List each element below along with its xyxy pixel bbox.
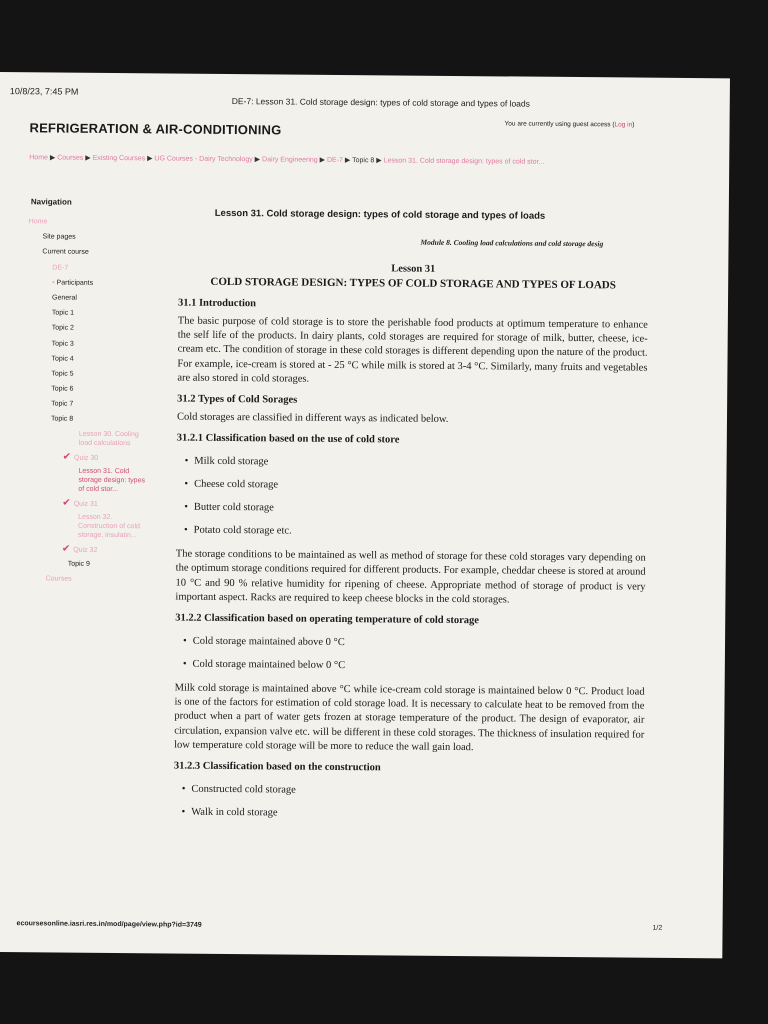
- breadcrumb-arrow-icon: ▶: [344, 157, 351, 165]
- nav-topic-1[interactable]: Topic 1: [51, 309, 75, 317]
- nav-topic-7[interactable]: Topic 7: [51, 400, 74, 408]
- module-label: Module 8. Cooling load calculations and cold storage desig: [420, 237, 604, 249]
- nav-participants-label: Participants: [56, 279, 94, 287]
- list-item: • Cold storage maintained above 0 °C: [183, 630, 645, 657]
- list-item: • Walk in cold storage: [181, 801, 643, 828]
- breadcrumb-arrow-icon: ▶: [376, 157, 382, 165]
- nav-topic-3[interactable]: Topic 3: [51, 339, 74, 348]
- guest-text: You are currently using guest access (: [504, 120, 615, 129]
- breadcrumb-dairy-engineering[interactable]: Dairy Engineering: [262, 156, 318, 164]
- section-heading: 31.2.2 Classification based on operating temperature of cold storage: [175, 612, 479, 627]
- bullet-list: [176, 450, 647, 546]
- list-item: • Cold storage maintained below 0 °C: [183, 653, 645, 680]
- nav-quiz-31[interactable]: [26, 495, 156, 511]
- breadcrumb-ug-courses[interactable]: UG Courses - Dairy Technology: [154, 155, 253, 164]
- breadcrumb-courses[interactable]: Courses: [57, 154, 84, 162]
- nav-topic-4[interactable]: Topic 4: [51, 355, 74, 363]
- nav-lesson-30[interactable]: Lesson 30. Cooling load calculations: [78, 430, 139, 447]
- breadcrumb-home[interactable]: Home: [29, 154, 48, 162]
- guest-access-notice: [505, 120, 635, 128]
- nav-quiz-32-label: Quiz 32: [73, 546, 98, 554]
- check-icon: ✔: [62, 497, 71, 509]
- bullet-icon: •: [52, 279, 57, 287]
- nav-topic-9[interactable]: Topic 9: [67, 560, 90, 568]
- lesson-main-title: COLD STORAGE DESIGN: TYPES OF COLD STORAGE AND TYPES OF LOADS: [210, 275, 616, 292]
- nav-home[interactable]: Home: [28, 218, 48, 226]
- breadcrumb-arrow-icon: ▶: [254, 156, 261, 164]
- section-heading: 31.1 Introduction: [177, 297, 257, 310]
- section-heading: 31.2.1 Classification based on the use of cold store: [176, 432, 400, 446]
- nav-quiz-30[interactable]: [27, 449, 157, 465]
- print-tab-title: DE-7: Lesson 31. Cold storage design: types of cold storage and types of loads: [231, 96, 530, 109]
- login-link[interactable]: Log in: [614, 121, 633, 129]
- section-heading: 31.2.3 Classification based on the construction: [173, 760, 381, 774]
- site-title[interactable]: REFRIGERATION & AIR-CONDITIONING: [29, 120, 282, 138]
- paragraph: Cold storages are classified in different ways as indicated below.: [176, 411, 449, 425]
- printed-page: [0, 72, 730, 958]
- list-item: • Constructed cold storage: [182, 778, 644, 805]
- footer-url: ecoursesonline.iasri.res.in/mod/page/view.php?id=3749: [16, 920, 202, 929]
- breadcrumb-arrow-icon: ▶: [49, 154, 56, 162]
- breadcrumb-arrow-icon: ▶: [147, 155, 153, 163]
- nav-topic-5[interactable]: Topic 5: [51, 370, 74, 378]
- bullet-list: [175, 630, 645, 680]
- check-icon: ✔: [62, 451, 72, 463]
- print-datetime: 10/8/23, 7:45 PM: [9, 86, 79, 97]
- breadcrumb-arrow-icon: ▶: [319, 156, 326, 164]
- nav-quiz-30-label: Quiz 30: [73, 454, 99, 462]
- list-item: • Cheese cold storage: [184, 473, 646, 500]
- check-icon: ✔: [61, 543, 71, 555]
- nav-general[interactable]: General: [52, 294, 77, 302]
- breadcrumb-de7[interactable]: DE-7: [326, 156, 343, 164]
- page-title: Lesson 31. Cold storage design: types of cold storage and types of loads: [214, 207, 546, 222]
- nav-quiz-31-label: Quiz 31: [73, 500, 98, 508]
- section-heading: 31.2 Types of Cold Sorages: [177, 393, 298, 406]
- page-number: 1/2: [652, 924, 663, 932]
- nav-lesson-31[interactable]: Lesson 31. Cold storage design: types of cold stor...: [78, 467, 146, 493]
- breadcrumb-existing-courses[interactable]: Existing Courses: [92, 154, 146, 163]
- navigation-block: [26, 214, 159, 588]
- nav-current-course[interactable]: Current course: [42, 248, 89, 257]
- nav-topic-8[interactable]: Topic 8: [50, 415, 74, 424]
- list-item: • Milk cold storage: [185, 450, 647, 477]
- bullet-list: [173, 778, 643, 828]
- nav-topic-6[interactable]: Topic 6: [51, 385, 74, 393]
- nav-site-pages[interactable]: Site pages: [42, 233, 76, 241]
- paragraph: Milk cold storage is maintained above °C while ice-cream cold storage is maintained below 0 °C. Product load is one of the factors for estimation of cold storage load. It is necessary to calculate heat to be removed from the product when a part of water gets frozen at storage temperature of the product. The design of evaporator, air circulation, expansion valve etc. will be different in these cold storages. The thickness of insulation required for low temperature cold storage will be more to reduce the wall gain load.: [174, 682, 645, 754]
- list-item: • Butter cold storage: [184, 496, 646, 523]
- nav-course-de7[interactable]: DE-7: [52, 264, 69, 272]
- nav-lesson-32[interactable]: Lesson 32. Construction of cold storage, insulatin...: [77, 513, 140, 540]
- guest-close: ): [632, 121, 635, 129]
- nav-courses[interactable]: Courses: [45, 575, 72, 584]
- nav-participants[interactable]: [28, 275, 158, 291]
- lesson-content: [173, 262, 648, 834]
- breadcrumb-topic8[interactable]: Topic 8: [352, 157, 375, 165]
- lesson-label: Lesson 31: [391, 263, 436, 275]
- paragraph: The basic purpose of cold storage is to store the perishable food products at optimum temperature to enhance the self life of the products. In dairy plants, cold storages are required for storage of milk, butter, cheese, ice-cream etc. The condition of storage in these cold storages is different depending upon the nature of the product. For example, ice-cream is stored at - 25 °C while milk is stored at 3-4 °C. Similarly, many fruits and vegetables are also stored in cold storages.: [177, 315, 648, 385]
- breadcrumb: [29, 152, 629, 169]
- paragraph: The storage conditions to be maintained as well as method of storage for these cold storages vary depending on the optimum storage conditions required for different products. For example, cheddar cheese is stored at around 10 °C and 90 % relative humidity for ripening of cheese. Appropriate method of storage of product is very important aspect. Racks are required to keep cheese blocks in the cold storages.: [175, 548, 646, 606]
- breadcrumb-lesson31: Lesson 31. Cold storage design: types of cold stor...: [383, 157, 545, 166]
- breadcrumb-arrow-icon: ▶: [85, 154, 91, 162]
- nav-quiz-32[interactable]: [26, 541, 156, 557]
- list-item: • Potato cold storage etc.: [184, 519, 646, 546]
- navigation-title: Navigation: [30, 197, 72, 207]
- nav-topic-2[interactable]: Topic 2: [51, 324, 74, 332]
